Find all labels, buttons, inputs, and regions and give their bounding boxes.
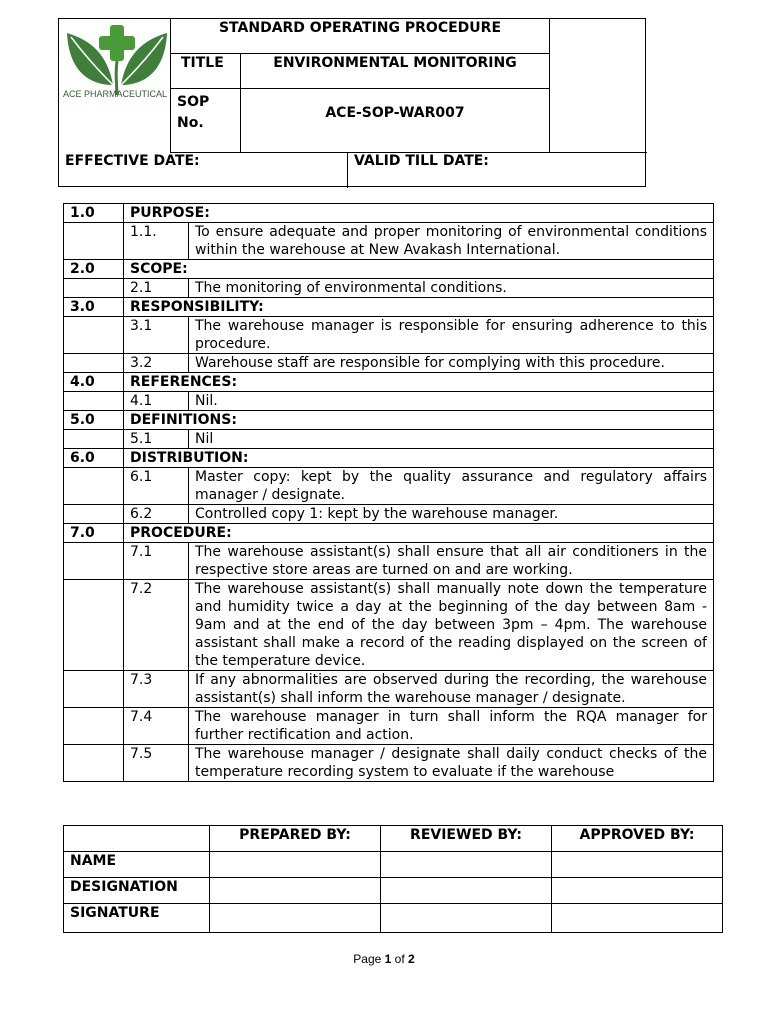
signature-prepared-field[interactable] bbox=[210, 904, 381, 933]
valid-till-label: VALID TILL DATE: bbox=[354, 153, 489, 169]
item-text: The monitoring of environmental conditions. bbox=[189, 279, 714, 298]
section-heading-row bbox=[64, 373, 714, 392]
signoff-header-row bbox=[64, 826, 723, 852]
item-blank-cell bbox=[64, 468, 124, 505]
item-blank-cell bbox=[64, 354, 124, 373]
signoff-row-label: NAME bbox=[64, 852, 210, 878]
designation-prepared-field[interactable] bbox=[210, 878, 381, 904]
section-item-row bbox=[64, 223, 714, 260]
item-number: 1.1. bbox=[124, 223, 189, 260]
sop-label-line1: SOP bbox=[177, 94, 210, 110]
page-number bbox=[0, 952, 768, 966]
item-blank-cell bbox=[64, 223, 124, 260]
item-text: The warehouse assistant(s) shall ensure that all air conditioners in the respective store areas are turned on and are working. bbox=[189, 543, 714, 580]
item-text: Master copy: kept by the quality assurance and regulatory affairs manager / designate. bbox=[189, 468, 714, 505]
section-item-row bbox=[64, 430, 714, 449]
item-text: Nil. bbox=[189, 392, 714, 411]
signoff-table bbox=[63, 825, 723, 933]
item-blank-cell bbox=[64, 543, 124, 580]
company-name: ACE PHARMACEUTICAL bbox=[62, 89, 168, 99]
item-text: The warehouse manager / designate shall daily conduct checks of the temperature recording system to evaluate if the warehouse bbox=[189, 745, 714, 782]
section-title: REFERENCES: bbox=[124, 373, 714, 392]
signoff-row-label: DESIGNATION bbox=[64, 878, 210, 904]
item-blank-cell bbox=[64, 671, 124, 708]
signoff-row-name bbox=[64, 852, 723, 878]
section-heading-row bbox=[64, 260, 714, 279]
name-reviewed-field[interactable] bbox=[381, 852, 552, 878]
signature-approved-field[interactable] bbox=[552, 904, 723, 933]
item-number: 6.1 bbox=[124, 468, 189, 505]
signature-reviewed-field[interactable] bbox=[381, 904, 552, 933]
header-blank-cell bbox=[550, 19, 647, 153]
item-text: The warehouse manager in turn shall inform the RQA manager for further rectification and action. bbox=[189, 708, 714, 745]
section-title: DISTRIBUTION: bbox=[124, 449, 714, 468]
section-item-row bbox=[64, 279, 714, 298]
section-title: SCOPE: bbox=[124, 260, 714, 279]
page-prefix: Page bbox=[353, 952, 385, 966]
section-heading-row bbox=[64, 411, 714, 430]
item-text: The warehouse assistant(s) shall manually note down the temperature and humidity twice a day at the beginning of the day between 8am - 9am and at the end of the day between 3pm – 4pm. The warehouse assistant shall make a record of the reading displayed on the screen of the temperature device. bbox=[189, 580, 714, 671]
item-number: 3.1 bbox=[124, 317, 189, 354]
section-item-row bbox=[64, 745, 714, 782]
signoff-corner-cell bbox=[64, 826, 210, 852]
item-blank-cell bbox=[64, 317, 124, 354]
prepared-by-header: PREPARED BY: bbox=[210, 826, 381, 852]
sop-content-table bbox=[63, 203, 714, 782]
item-blank-cell bbox=[64, 392, 124, 411]
item-blank-cell bbox=[64, 745, 124, 782]
item-number: 4.1 bbox=[124, 392, 189, 411]
item-text: To ensure adequate and proper monitoring of environmental conditions within the warehouse at New Avakash International. bbox=[189, 223, 714, 260]
item-blank-cell bbox=[64, 430, 124, 449]
page-current: 1 bbox=[384, 952, 392, 966]
section-number: 5.0 bbox=[64, 411, 124, 430]
section-item-row bbox=[64, 505, 714, 524]
section-item-row bbox=[64, 317, 714, 354]
item-number: 7.3 bbox=[124, 671, 189, 708]
logo bbox=[59, 19, 171, 153]
section-number: 3.0 bbox=[64, 298, 124, 317]
item-blank-cell bbox=[64, 505, 124, 524]
item-number: 7.1 bbox=[124, 543, 189, 580]
designation-reviewed-field[interactable] bbox=[381, 878, 552, 904]
sop-label bbox=[171, 89, 241, 153]
item-number: 7.4 bbox=[124, 708, 189, 745]
item-number: 3.2 bbox=[124, 354, 189, 373]
section-title: PURPOSE: bbox=[124, 204, 714, 223]
item-number: 7.5 bbox=[124, 745, 189, 782]
section-item-row bbox=[64, 580, 714, 671]
section-item-row bbox=[64, 708, 714, 745]
item-text: Warehouse staff are responsible for complying with this procedure. bbox=[189, 354, 714, 373]
item-blank-cell bbox=[64, 279, 124, 298]
sop-number: ACE-SOP-WAR007 bbox=[241, 89, 550, 153]
item-text: Nil bbox=[189, 430, 714, 449]
signoff-row-signature bbox=[64, 904, 723, 933]
signoff-row-designation bbox=[64, 878, 723, 904]
section-number: 7.0 bbox=[64, 524, 124, 543]
item-text: If any abnormalities are observed during the recording, the warehouse assistant(s) shall inform the warehouse manager / designate. bbox=[189, 671, 714, 708]
designation-approved-field[interactable] bbox=[552, 878, 723, 904]
title-value: ENVIRONMENTAL MONITORING bbox=[241, 54, 550, 89]
page-total: 2 bbox=[408, 952, 415, 966]
item-number: 5.1 bbox=[124, 430, 189, 449]
leaf-cross-logo-icon bbox=[61, 21, 171, 121]
title-label: TITLE bbox=[171, 54, 241, 89]
section-item-row bbox=[64, 354, 714, 373]
item-text: The warehouse manager is responsible for ensuring adherence to this procedure. bbox=[189, 317, 714, 354]
section-heading-row bbox=[64, 298, 714, 317]
section-title: RESPONSIBILITY: bbox=[124, 298, 714, 317]
item-text: Controlled copy 1: kept by the warehouse manager. bbox=[189, 505, 714, 524]
doc-type-title: STANDARD OPERATING PROCEDURE bbox=[171, 19, 550, 54]
section-number: 6.0 bbox=[64, 449, 124, 468]
page-of: of bbox=[391, 952, 409, 966]
effective-date-label: EFFECTIVE DATE: bbox=[59, 153, 348, 188]
section-item-row bbox=[64, 468, 714, 505]
item-number: 2.1 bbox=[124, 279, 189, 298]
section-item-row bbox=[64, 543, 714, 580]
item-number: 6.2 bbox=[124, 505, 189, 524]
signoff-row-label: SIGNATURE bbox=[64, 904, 210, 933]
item-number: 7.2 bbox=[124, 580, 189, 671]
approved-by-header: APPROVED BY: bbox=[552, 826, 723, 852]
section-title: DEFINITIONS: bbox=[124, 411, 714, 430]
name-approved-field[interactable] bbox=[552, 852, 723, 878]
document-header bbox=[58, 18, 646, 187]
section-number: 1.0 bbox=[64, 204, 124, 223]
sop-label-line2: No. bbox=[177, 115, 204, 131]
item-blank-cell bbox=[64, 580, 124, 671]
section-heading-row bbox=[64, 204, 714, 223]
section-item-row bbox=[64, 671, 714, 708]
name-prepared-field[interactable] bbox=[210, 852, 381, 878]
sop-content-body bbox=[64, 204, 714, 782]
item-blank-cell bbox=[64, 708, 124, 745]
reviewed-by-header: REVIEWED BY: bbox=[381, 826, 552, 852]
section-number: 2.0 bbox=[64, 260, 124, 279]
section-item-row bbox=[64, 392, 714, 411]
section-heading-row bbox=[64, 449, 714, 468]
section-number: 4.0 bbox=[64, 373, 124, 392]
section-heading-row bbox=[64, 524, 714, 543]
section-title: PROCEDURE: bbox=[124, 524, 714, 543]
